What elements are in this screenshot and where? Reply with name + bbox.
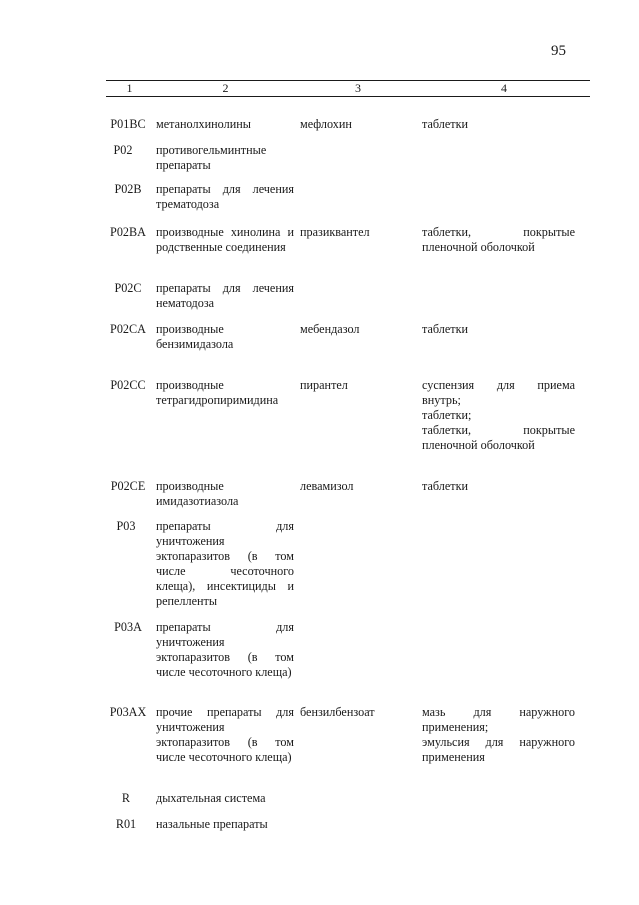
atc-code: P02CC: [110, 378, 146, 392]
atc-code: P02CA: [110, 322, 146, 336]
dosage-form: эмульсия для наружного применения: [422, 735, 575, 764]
drug-name: пирантел: [300, 378, 348, 392]
dosage-form: таблетки, покрытые пленочной оболочкой: [422, 225, 575, 254]
atc-code: P02: [113, 143, 133, 157]
page-number: 95: [551, 43, 566, 59]
atc-code: P03: [116, 519, 136, 533]
dosage-forms: [422, 479, 575, 494]
group-name: противогельминтные препараты: [156, 143, 267, 172]
atc-code: R01: [115, 817, 137, 831]
dosage-forms: [422, 378, 575, 453]
dosage-form: таблетки: [422, 117, 469, 131]
dosage-forms: [422, 322, 575, 337]
group-name: производные хинолина и родственные соединения: [156, 225, 294, 254]
group-name: прочие препараты для уничтожения эктопаразитов (в том числе чесоточного клеща): [156, 705, 294, 764]
drug-name: мебендазол: [300, 322, 360, 336]
group-name: дыхательная система: [156, 791, 266, 805]
atc-code: P02C: [114, 281, 142, 295]
dosage-form: мазь для наружного применения;: [422, 705, 575, 734]
atc-code: P01BC: [110, 117, 146, 131]
header-col-4: 4: [501, 81, 507, 95]
group-name: назальные препараты: [156, 817, 268, 831]
atc-code: P02B: [114, 182, 142, 196]
atc-code: R: [121, 791, 131, 805]
group-name: производные бензимидазола: [156, 322, 234, 351]
dosage-forms: [422, 705, 575, 765]
group-name: производные имидазотиазола: [156, 479, 239, 508]
group-name: препараты для уничтожения эктопаразитов (в том числе чесоточного клеща), инсектициды и репелленты: [156, 519, 294, 608]
dosage-form: таблетки;: [422, 408, 472, 422]
header-col-2: 2: [222, 81, 229, 95]
drug-name: бензилбензоат: [300, 705, 375, 719]
group-name: метанолхинолины: [156, 117, 251, 131]
drug-name: мефлохин: [300, 117, 352, 131]
atc-code: P03AX: [109, 705, 147, 719]
group-name: производные тетрагидропиримидина: [156, 378, 279, 407]
dosage-form: таблетки: [422, 479, 469, 493]
atc-code: P02BA: [110, 225, 146, 239]
group-name: препараты для лечения нематодоза: [156, 281, 294, 310]
group-name: препараты для уничтожения эктопаразитов (в том числе чесоточного клеща): [156, 620, 294, 679]
atc-code: P03A: [114, 620, 142, 634]
dosage-form: таблетки, покрытые пленочной оболочкой: [422, 423, 575, 452]
group-name: препараты для лечения трематодоза: [156, 182, 294, 211]
dosage-forms: [422, 117, 575, 132]
header-col-1: 1: [126, 81, 133, 95]
dosage-form: таблетки: [422, 322, 469, 336]
header-col-3: 3: [355, 81, 361, 95]
dosage-forms: [422, 225, 575, 255]
atc-code: P02CE: [110, 479, 146, 493]
table-header: [106, 80, 590, 97]
drug-name: левамизол: [300, 479, 354, 493]
dosage-form: суспензия для приема внутрь;: [422, 378, 575, 407]
drug-name: празиквантел: [300, 225, 370, 239]
